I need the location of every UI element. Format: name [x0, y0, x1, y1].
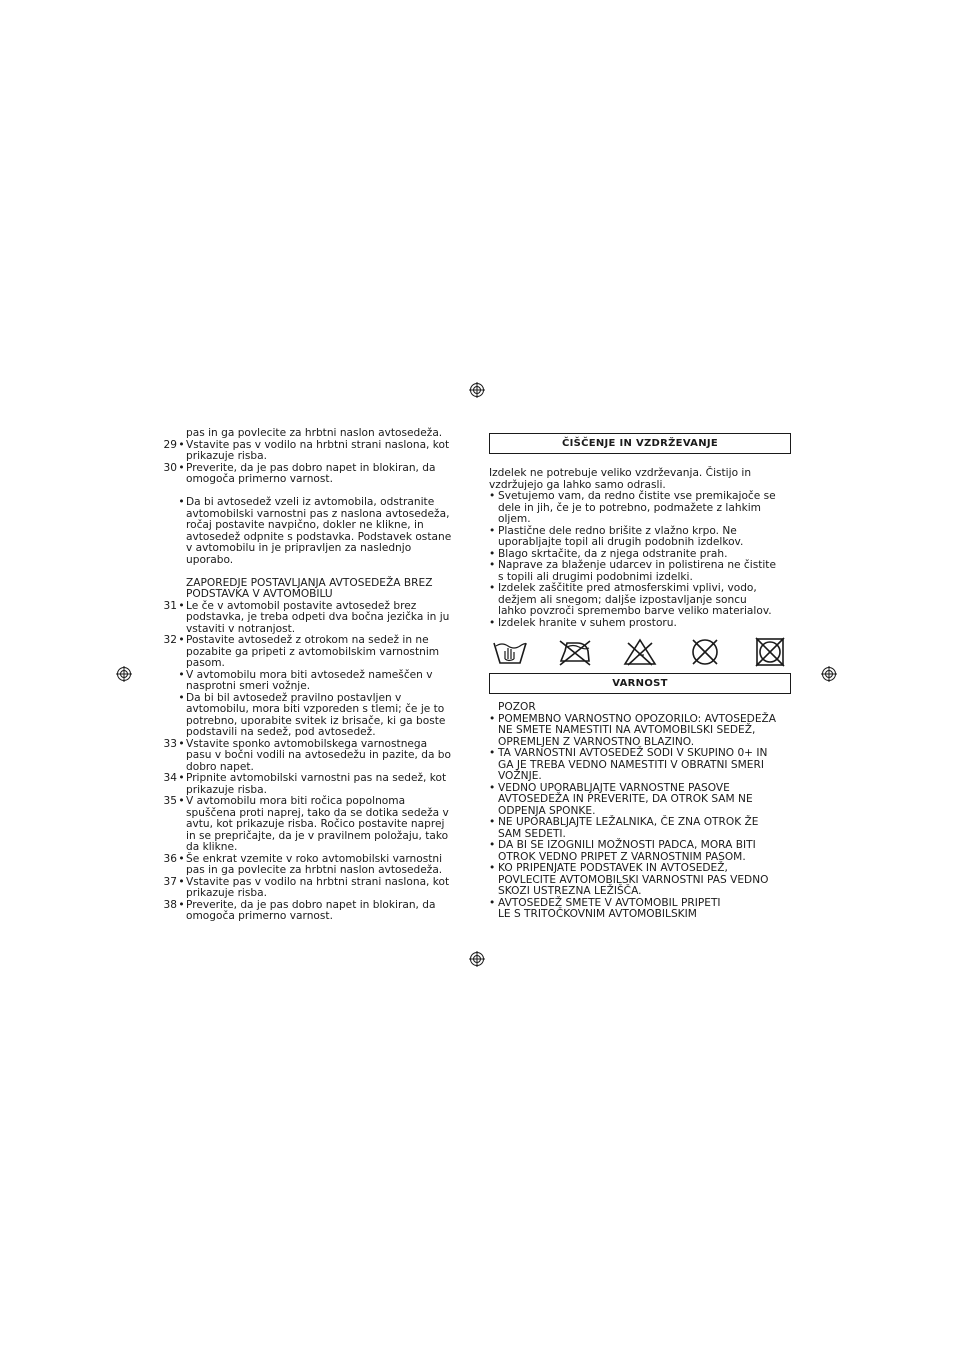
text-line: avtomobilski varnostni pas z naslona avtosedeža, [186, 507, 450, 520]
text-line: dele in jih, če je to potrebno, podmažete z lahkim [498, 501, 761, 514]
safety-bullet [489, 748, 791, 783]
bullet-text [498, 863, 791, 898]
step-item [162, 773, 467, 796]
step-text [186, 440, 467, 463]
bullet-text [498, 560, 791, 583]
bullet-icon: • [178, 898, 185, 911]
text-line: Da bi avtosedež vzeli iz avtomobila, odstranite [186, 496, 435, 508]
step-item [162, 854, 467, 877]
text-line: TA VARNOSTNI AVTOSEDEŽ SODI V SKUPINO 0+ IN [498, 747, 768, 759]
bullet-icon: • [178, 772, 185, 784]
text-line: pasu v bočni vodili na avtosedežu in pazite, da bo [186, 749, 452, 761]
safety-bullet [489, 863, 791, 898]
step-item [162, 635, 467, 670]
text-line: uporabo. [186, 553, 234, 566]
text-line: Še enkrat vzemite v roko avtomobilski varnostni [186, 852, 443, 865]
bullet-icon: • [489, 616, 496, 629]
step-number: 30 [163, 461, 177, 474]
safety-heading: VARNOST [489, 673, 791, 694]
bullet-icon: • [178, 737, 185, 750]
warning-label: POZOR [498, 701, 536, 713]
text-line: lahko povzroči spremembo barve veliko materialov. [498, 605, 772, 617]
step-item [162, 670, 467, 693]
registration-mark-top-icon [469, 382, 485, 398]
cleaning-safety-column [489, 433, 791, 921]
bullet-icon: • [489, 839, 496, 851]
bullet-icon: • [489, 816, 496, 828]
text-line: Izdelek ne potrebuje veliko vzdrževanja. Čistijo in [489, 467, 752, 479]
text-line: LE S TRITOČKOVNIM AVTOMOBILSKIM [498, 908, 697, 920]
bullet-icon: • [489, 747, 496, 759]
text-line: AVTOSEDEŽA IN PREVERITE, DA OTROK SAM NE [498, 793, 753, 805]
step-number: 37 [163, 875, 177, 888]
care-symbols [489, 637, 791, 667]
text-line: NE UPORABLJAJTE LEŽALNIKA, ČE ZNA OTROK ŽE [498, 816, 759, 828]
bullet-text [498, 840, 791, 863]
no-bleach-icon [622, 637, 658, 667]
registration-mark-bottom-icon [469, 951, 485, 967]
bullet-icon: • [178, 438, 185, 451]
text-line: OTROK VEDNO PRIPET Z VARNOSTNIM PASOM. [498, 850, 746, 863]
text-line: dobro napet. [186, 760, 254, 773]
text-line: ODPENJA SPONKE. [498, 804, 596, 817]
text-line: Preverite, da je pas dobro napet in blokiran, da [186, 461, 436, 474]
text-line: podstavka, je treba odpeti dva bočna jezička in ju [186, 611, 450, 623]
text-line: Vstavite sponko avtomobilskega varnostnega [186, 737, 428, 750]
bullet-text [498, 783, 791, 818]
text-line: AVTOSEDEŽ SMETE V AVTOMOBIL PRIPETI [498, 896, 721, 909]
safety-bullets [489, 714, 791, 921]
bullet-text [498, 817, 791, 840]
text-line: VOŽNJE. [498, 770, 542, 782]
text-line: v avtomobilu in je pripravljen za naslednjo [186, 542, 412, 554]
cleaning-bullet [489, 618, 791, 630]
safety-bullet [489, 714, 791, 749]
steps-list-b [162, 601, 467, 923]
text-line: DA BI SE IZOGNILI MOŽNOSTI PADCA, MORA BITI [498, 839, 756, 851]
text-line: avtu, kot prikazuje risba. Ročico postavite naprej [186, 818, 445, 830]
step-text [186, 601, 467, 636]
sequence-heading [162, 578, 467, 601]
no-tumble-dry-icon [752, 637, 788, 667]
step-item [162, 900, 467, 923]
step-number: 32 [163, 634, 177, 646]
cleaning-bullet [489, 491, 791, 526]
bullet-icon: • [178, 461, 185, 474]
text-line: uporabljajte topil ali drugih podobnih izdelkov. [498, 536, 744, 548]
text-line: pas in ga povlecite za hrbtni naslon avtosedeža. [186, 864, 443, 876]
step-number: 36 [163, 852, 177, 865]
step-item [162, 601, 467, 636]
cleaning-bullet [489, 526, 791, 549]
text-line: POVLECITE AVTOMOBILSKI VARNOSTNI PAS VEDNO [498, 873, 769, 886]
text-line: podstavili na sedež, pod avtosedež. [186, 726, 376, 738]
text-line: oljem. [498, 513, 531, 525]
text-line: vzdržujejo ga lahko samo odrasli. [489, 478, 666, 491]
bullet-icon: • [489, 896, 496, 909]
heading-line: PODSTAVKA V AVTOMOBILU [186, 588, 333, 600]
text-line: VEDNO UPORABLJAJTE VARNOSTNE PASOVE [498, 781, 730, 794]
text-line: SAM SEDETI. [498, 827, 566, 840]
remove-note-text [186, 497, 467, 566]
bullet-icon: • [178, 634, 185, 646]
text-line: ročaj postavite navpično, dokler ne klikne, in [186, 519, 424, 531]
step-item [162, 693, 467, 739]
bullet-icon: • [178, 691, 185, 704]
bullet-icon: • [489, 582, 496, 594]
step-text [186, 796, 467, 854]
registration-mark-left-icon [116, 666, 132, 682]
step-text [186, 635, 467, 670]
cleaning-bullets [489, 491, 791, 629]
bullet-text [498, 491, 791, 526]
text-line: vstaviti v notranjost. [186, 622, 296, 635]
text-line: V avtomobilu mora biti avtosedež nameščen v [186, 668, 433, 681]
text-line: GA JE TREBA VEDNO NAMESTITI V OBRATNI SMERI [498, 758, 764, 771]
bullet-text [498, 526, 791, 549]
text-line: in se prepričajte, da je v pravilnem položaju, tako [186, 829, 449, 842]
step-number: 35 [163, 795, 177, 807]
text-line: avtomobilu, mora biti vzporeden s tlemi; če je to [186, 703, 445, 715]
text-line: Izdelek hranite v suhem prostoru. [498, 616, 677, 629]
registration-mark-right-icon [821, 666, 837, 682]
bullet-icon: • [489, 862, 496, 874]
cleaning-bullet [489, 560, 791, 583]
bullet-icon: • [178, 875, 185, 888]
steps-list-a [162, 440, 467, 486]
text-line: Preverite, da je pas dobro napet in blokiran, da [186, 898, 436, 911]
text-line: Naprave za blaženje udarcev in polistirena ne čistite [498, 559, 776, 571]
text-line: nasprotni smeri vožnje. [186, 680, 311, 692]
bullet-icon: • [178, 795, 185, 807]
text-line: omogoča primerno varnost. [186, 473, 333, 485]
text-line: KO PRIPENJATE PODSTAVEK IN AVTOSEDEŽ, [498, 862, 728, 874]
bullet-icon: • [178, 599, 185, 612]
step-text [186, 900, 467, 923]
bullet-icon: • [489, 547, 496, 560]
text-line: potrebno, uporabite svitek iz brisače, ki ga boste [186, 714, 446, 727]
step-text [186, 670, 467, 693]
step-number [162, 670, 177, 693]
step-number: 33 [163, 737, 177, 750]
bullet-icon: • [489, 712, 496, 725]
bullet-text [498, 618, 791, 630]
text-line: avtosedež odpnite s podstavka. Podstavek ostane [186, 530, 452, 543]
text-line: prikazuje risba. [186, 450, 267, 462]
step-text [186, 739, 467, 774]
step-item [162, 440, 467, 463]
text-line: Postavite avtosedež z otrokom na sedež in ne [186, 634, 429, 646]
bullet-icon: • [489, 524, 496, 537]
step-item [162, 739, 467, 774]
cleaning-bullet [489, 583, 791, 618]
text-line: s topili ali drugimi podobnimi izdelki. [498, 570, 693, 583]
no-dry-clean-icon [687, 637, 723, 667]
safety-bullet [489, 783, 791, 818]
text-line: OPREMLJEN Z VARNOSTNO BLAZINO. [498, 735, 695, 748]
step-number: 29 [163, 438, 177, 451]
safety-bullet [489, 817, 791, 840]
text-line: Blago skrtačite, da z njega odstranite prah. [498, 547, 728, 560]
text-line: dežjem ali snegom; daljše izpostavljanje soncu [498, 593, 747, 606]
text-line: Izdelek zaščitite pred atmosferskimi vplivi, vodo, [498, 582, 757, 594]
bullet-text [498, 898, 791, 921]
step-number: 34 [163, 772, 177, 784]
text-line: Pripnite avtomobilski varnostni pas na sedež, kot [186, 772, 447, 784]
text-line: SKOZI USTREZNA LEŽIŠČA. [498, 885, 642, 897]
step-text [186, 463, 467, 486]
step-item [162, 796, 467, 854]
text-line: pasom. [186, 657, 225, 669]
bullet-icon: • [178, 852, 185, 865]
text-line: Svetujemo vam, da redno čistite vse premikajoče se [498, 490, 776, 502]
text-line: omogoča primerno varnost. [186, 910, 333, 922]
bullet-text [498, 748, 791, 783]
text-line: Le če v avtomobil postavite avtosedež brez [186, 599, 417, 612]
step-item [162, 463, 467, 486]
step-number [162, 693, 177, 739]
step-text [186, 877, 467, 900]
cleaning-heading: ČIŠČENJE IN VZDRŽEVANJE [489, 433, 791, 454]
bullet-icon: • [489, 559, 496, 571]
cleaning-intro [489, 468, 791, 491]
safety-bullet [489, 898, 791, 921]
text-line: spuščena proti naprej, tako da se dotika sedeža v [186, 806, 449, 819]
step-number: 31 [163, 599, 177, 612]
text-line: prikazuje risba. [186, 783, 267, 796]
hand-wash-icon [492, 637, 528, 667]
step-number: 38 [163, 898, 177, 911]
bullet-icon: • [489, 490, 496, 502]
no-ironing-icon [557, 637, 593, 667]
text-line: Da bi bil avtosedež pravilno postavljen v [186, 691, 402, 704]
text-line: V avtomobilu mora biti ročica popolnoma [186, 795, 406, 807]
bullet-icon: • [178, 668, 185, 681]
text-line: da klikne. [186, 841, 238, 853]
step-item [162, 877, 467, 900]
step-text [186, 693, 467, 739]
step-text [186, 854, 467, 877]
text-line: Vstavite pas v vodilo na hrbtni strani naslona, kot [186, 875, 450, 888]
heading-line: ZAPOREDJE POSTAVLJANJA AVTOSEDEŽA BREZ [186, 576, 433, 589]
safety-bullet [489, 840, 791, 863]
text-line: Vstavite pas v vodilo na hrbtni strani naslona, kot [186, 438, 450, 451]
text-line: pozabite ga pripeti z avtomobilskim varnostnim [186, 645, 440, 658]
bullet-icon: • [489, 781, 496, 794]
continued-line: pas in ga povlecite za hrbtni naslon avtosedeža. [186, 427, 443, 439]
bullet-text [498, 714, 791, 749]
step-text [186, 773, 467, 796]
assembly-instructions-column [162, 428, 467, 923]
text-line: POMEMBNO VARNOSTNO OPOZORILO: AVTOSEDEŽA [498, 712, 777, 725]
text-line: NE SMETE NAMESTITI NA AVTOMOBILSKI SEDEŽ, [498, 724, 756, 736]
text-line: Plastične dele redno brišite z vlažno krpo. Ne [498, 524, 737, 537]
bullet-text [498, 583, 791, 618]
text-line: prikazuje risba. [186, 887, 267, 899]
remove-note: • Da bi avtosedež vzeli iz avtomobila, odstranite avtomobilski varnostni pas z naslona avtosedeža, ročaj postavite navpično, dokler ne klikne, in avtosedež odpnite s podstavka. Podstavek ostane v avtomobilu in je pripravljen za naslednjo uporabo. [162, 497, 467, 566]
